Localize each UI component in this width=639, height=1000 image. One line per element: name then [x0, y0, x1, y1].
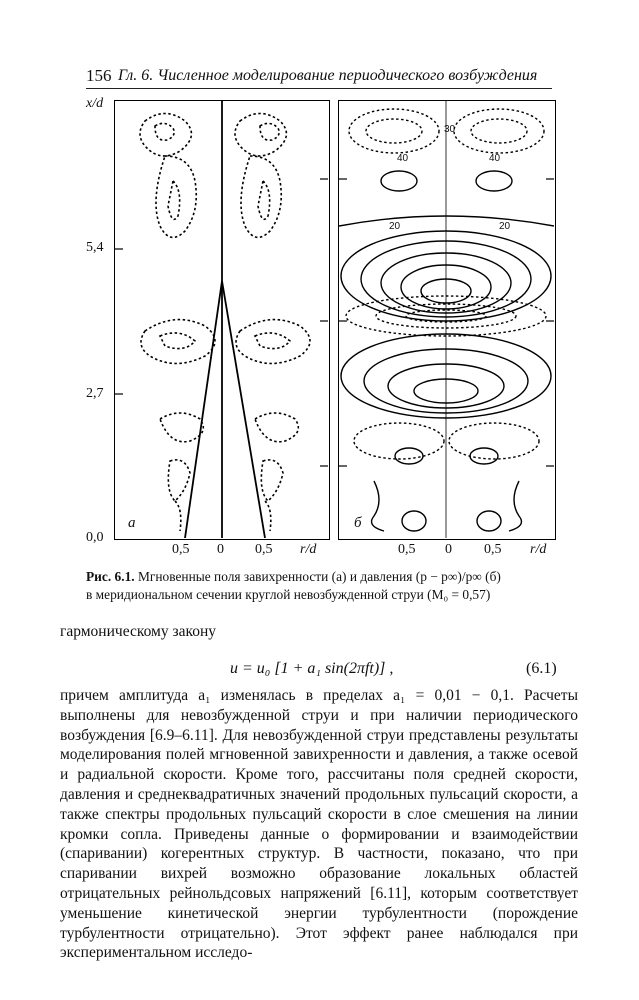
formula-number: (6.1): [526, 660, 557, 677]
body-paragraph: причем амплитуда a₁ изменялась в пределах a₁ = 0,01 − 0,1. Расчеты выполнены для невозбужденной струи и при наличии периодического возбуждения [6.9–6.11]. Для невозбужденной струи представлены результаты моделирования полей мгновенной завихренности и давления, а также осевой и радиальной скорости. Кроме того, рассчитаны поля средней скорости, давления и среднеквадратичных значений продольных пульсаций скорости, а также спектры продольных пульсаций скорости в слое смешения на линии кромки сопла. Приведены данные о формировании и взаимодействии (спаривании) когерентных структур. В частности, показано, что при спаривании вихрей возможно образование локальных областей отрицательных рейнольдсовых напряжений [6.11], которым соответствует уменьшение кинетической энергии турбулентности (порождение турбулентности отрицательно). Этот эффект ранее наблюдался при экспериментальном исследо-: [60, 687, 578, 962]
contour-label: 20: [499, 221, 511, 232]
contour-label: 20: [389, 221, 401, 232]
pressure-field-plot: [339, 101, 554, 538]
pressure-field-panel: [338, 100, 556, 540]
running-header: [86, 66, 552, 89]
panel-b-label: б: [354, 515, 362, 531]
vorticity-field-plot: [115, 101, 328, 538]
y-tick-label: 2,7: [86, 386, 104, 401]
y-tick-label: 5,4: [86, 240, 104, 255]
figure-caption: [86, 568, 556, 604]
x-tick-label: 0,5: [172, 542, 190, 557]
intro-text: гармоническому закону: [60, 623, 217, 640]
caption-label: Рис. 6.1.: [86, 569, 135, 584]
x-tick-label: 0: [217, 542, 224, 557]
y-tick-label: 0,0: [86, 530, 104, 545]
x-axis-label: r/d: [300, 542, 317, 557]
caption-text-line1: Мгновенные поля завихренности (а) и давления (p − p∞)/p∞ (б): [137, 569, 501, 584]
contour-label: 40: [397, 153, 409, 164]
contour-label: 40: [489, 153, 501, 164]
y-axis-label: x/d: [86, 96, 104, 111]
x-axis-label: r/d: [530, 542, 547, 557]
x-tick-label: 0,5: [398, 542, 416, 557]
chapter-title: Гл. 6. Численное моделирование периодического возбуждения: [118, 67, 538, 84]
x-tick-label: 0,5: [255, 542, 273, 557]
caption-text-line2: в меридиональном сечении круглой невозбужденной струи (M₀ = 0,57): [86, 587, 491, 602]
contour-label: 30: [444, 124, 456, 135]
panel-a-label: а: [128, 515, 136, 531]
vorticity-field-panel: [114, 100, 330, 540]
formula: u = u₀ [1 + a₁ sin(2πft)] ,: [230, 660, 394, 677]
page-number: 156: [86, 66, 112, 85]
x-tick-label: 0,5: [484, 542, 502, 557]
x-tick-label: 0: [445, 542, 452, 557]
